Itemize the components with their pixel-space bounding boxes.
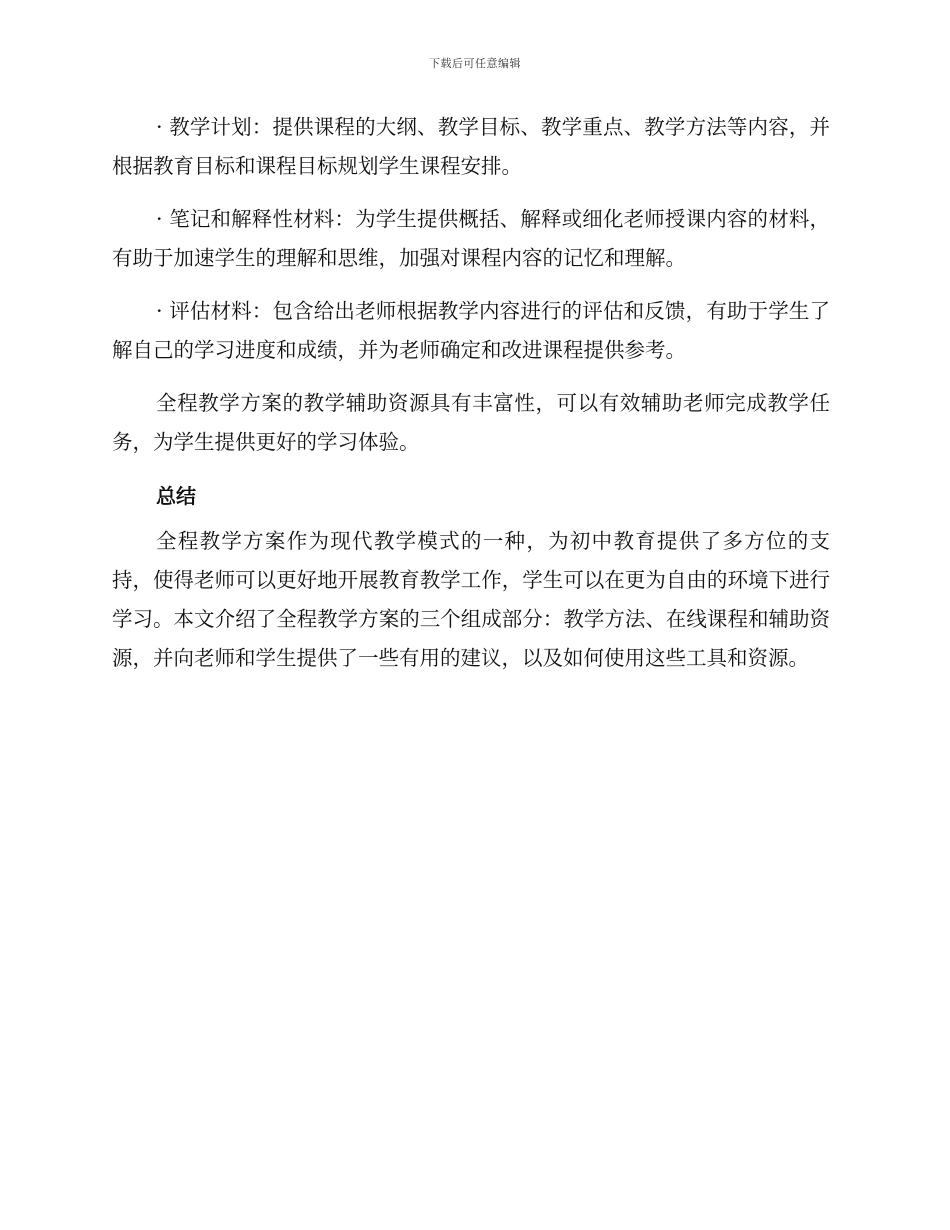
section-heading-summary: 总结 (156, 484, 196, 508)
bullet-notes-materials: · 笔记和解释性材料：为学生提供概括、解释或细化老师授课内容的材料，有助于加速学生的理解和思维，加强对课程内容的记忆和理解。 (112, 207, 830, 270)
summary-paragraph: 全程教学方案作为现代教学模式的一种，为初中教育提供了多方位的支持，使得老师可以更好地开展教育教学工作，学生可以在更为自由的环境下进行学习。本文介绍了全程教学方案的三个组成部分：教学方法、在线课程和辅助资源，并向老师和学生提供了一些有用的建议，以及如何使用这些工具和资源。 (112, 529, 830, 670)
bullet-teaching-plan: · 教学计划：提供课程的大纲、教学目标、教学重点、教学方法等内容，并根据教育目标和课程目标规划学生课程安排。 (112, 115, 830, 178)
resources-paragraph: 全程教学方案的教学辅助资源具有丰富性，可以有效辅助老师完成教学任务，为学生提供更好的学习体验。 (112, 391, 830, 454)
document-body (112, 108, 830, 692)
bullet-assessment-materials: · 评估材料：包含给出老师根据教学内容进行的评估和反馈，有助于学生了解自己的学习进度和成绩，并为老师确定和改进课程提供参考。 (112, 299, 830, 362)
page-header: 下载后可任意编辑 (429, 57, 521, 70)
